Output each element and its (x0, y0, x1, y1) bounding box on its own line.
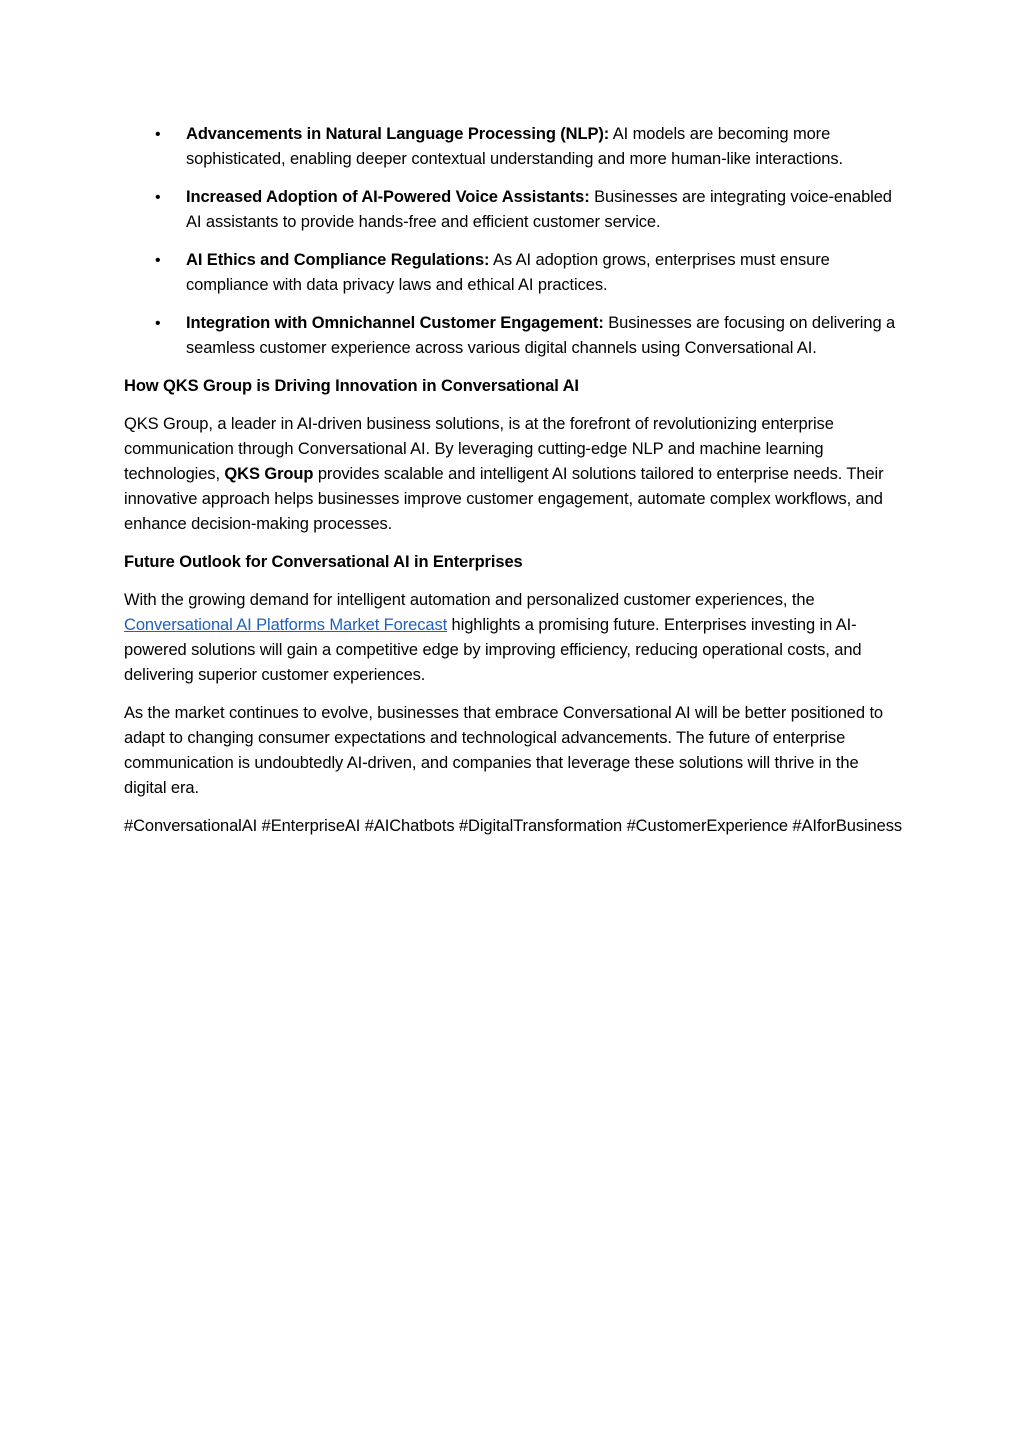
qks-paragraph-text-before: QKS Group, a leader in AI-driven business solutions, is at the forefront of revolutionizing enterprise communication through Conversational AI. By leveraging cutting-edge NLP and machine learning technologies, (124, 415, 834, 483)
qks-section-heading: How QKS Group is Driving Innovation in Conversational AI (124, 377, 579, 395)
bullet-title: AI Ethics and Compliance Regulations: (186, 251, 490, 269)
hashtags-line: #ConversationalAI #EnterpriseAI #AIChatbots #DigitalTransformation #CustomerExperience #AIforBusiness (124, 817, 903, 835)
bullet-text: AI models are becoming more sophisticated, enabling deeper contextual understanding and more human-like interactions. (186, 125, 844, 168)
bullet-icon: • (155, 126, 161, 143)
list-item (124, 248, 904, 298)
market-forecast-link[interactable]: Conversational AI Platforms Market Forecast (124, 616, 448, 634)
bullet-text: Businesses are focusing on delivering a seamless customer experience across various digital channels using Conversational AI. (186, 314, 896, 357)
future-paragraph-text-before: With the growing demand for intelligent automation and personalized customer experiences, the (124, 591, 815, 609)
bullet-icon: • (155, 315, 161, 332)
future-paragraph-2: As the market continues to evolve, businesses that embrace Conversational AI will be better positioned to adapt to changing consumer expectations and technological advancements. The future of enterprise communication is undoubtedly AI-driven, and companies that leverage these solutions will thrive in the digital era. (124, 704, 884, 797)
list-item (124, 311, 904, 361)
qks-group-bold-text: QKS Group (224, 465, 314, 483)
future-paragraph-1 (124, 588, 904, 688)
bullet-icon: • (155, 189, 161, 206)
list-item (124, 185, 904, 235)
bullet-title: Integration with Omnichannel Customer Engagement: (186, 314, 604, 332)
bullet-title: Increased Adoption of AI-Powered Voice Assistants: (186, 188, 590, 206)
bullet-icon: • (155, 252, 161, 269)
qks-paragraph-text-after: provides scalable and intelligent AI solutions tailored to enterprise needs. Their innovative approach helps businesses improve customer engagement, automate complex workflows, and enhance decision-making processes. (124, 465, 884, 533)
list-item (124, 122, 904, 172)
qks-section-paragraph (124, 412, 904, 537)
bullet-title: Advancements in Natural Language Processing (NLP): (186, 125, 610, 143)
document-content (124, 122, 904, 852)
future-paragraph-text-after: highlights a promising future. Enterprises investing in AI-powered solutions will gain a competitive edge by improving efficiency, reducing operational costs, and delivering superior customer experiences. (124, 616, 862, 684)
future-section-heading: Future Outlook for Conversational AI in Enterprises (124, 553, 523, 571)
bullet-text: As AI adoption grows, enterprises must ensure compliance with data privacy laws and ethical AI practices. (186, 251, 830, 294)
trends-bullet-list (124, 122, 904, 361)
bullet-text: Businesses are integrating voice-enabled AI assistants to provide hands-free and efficient customer service. (186, 188, 892, 231)
